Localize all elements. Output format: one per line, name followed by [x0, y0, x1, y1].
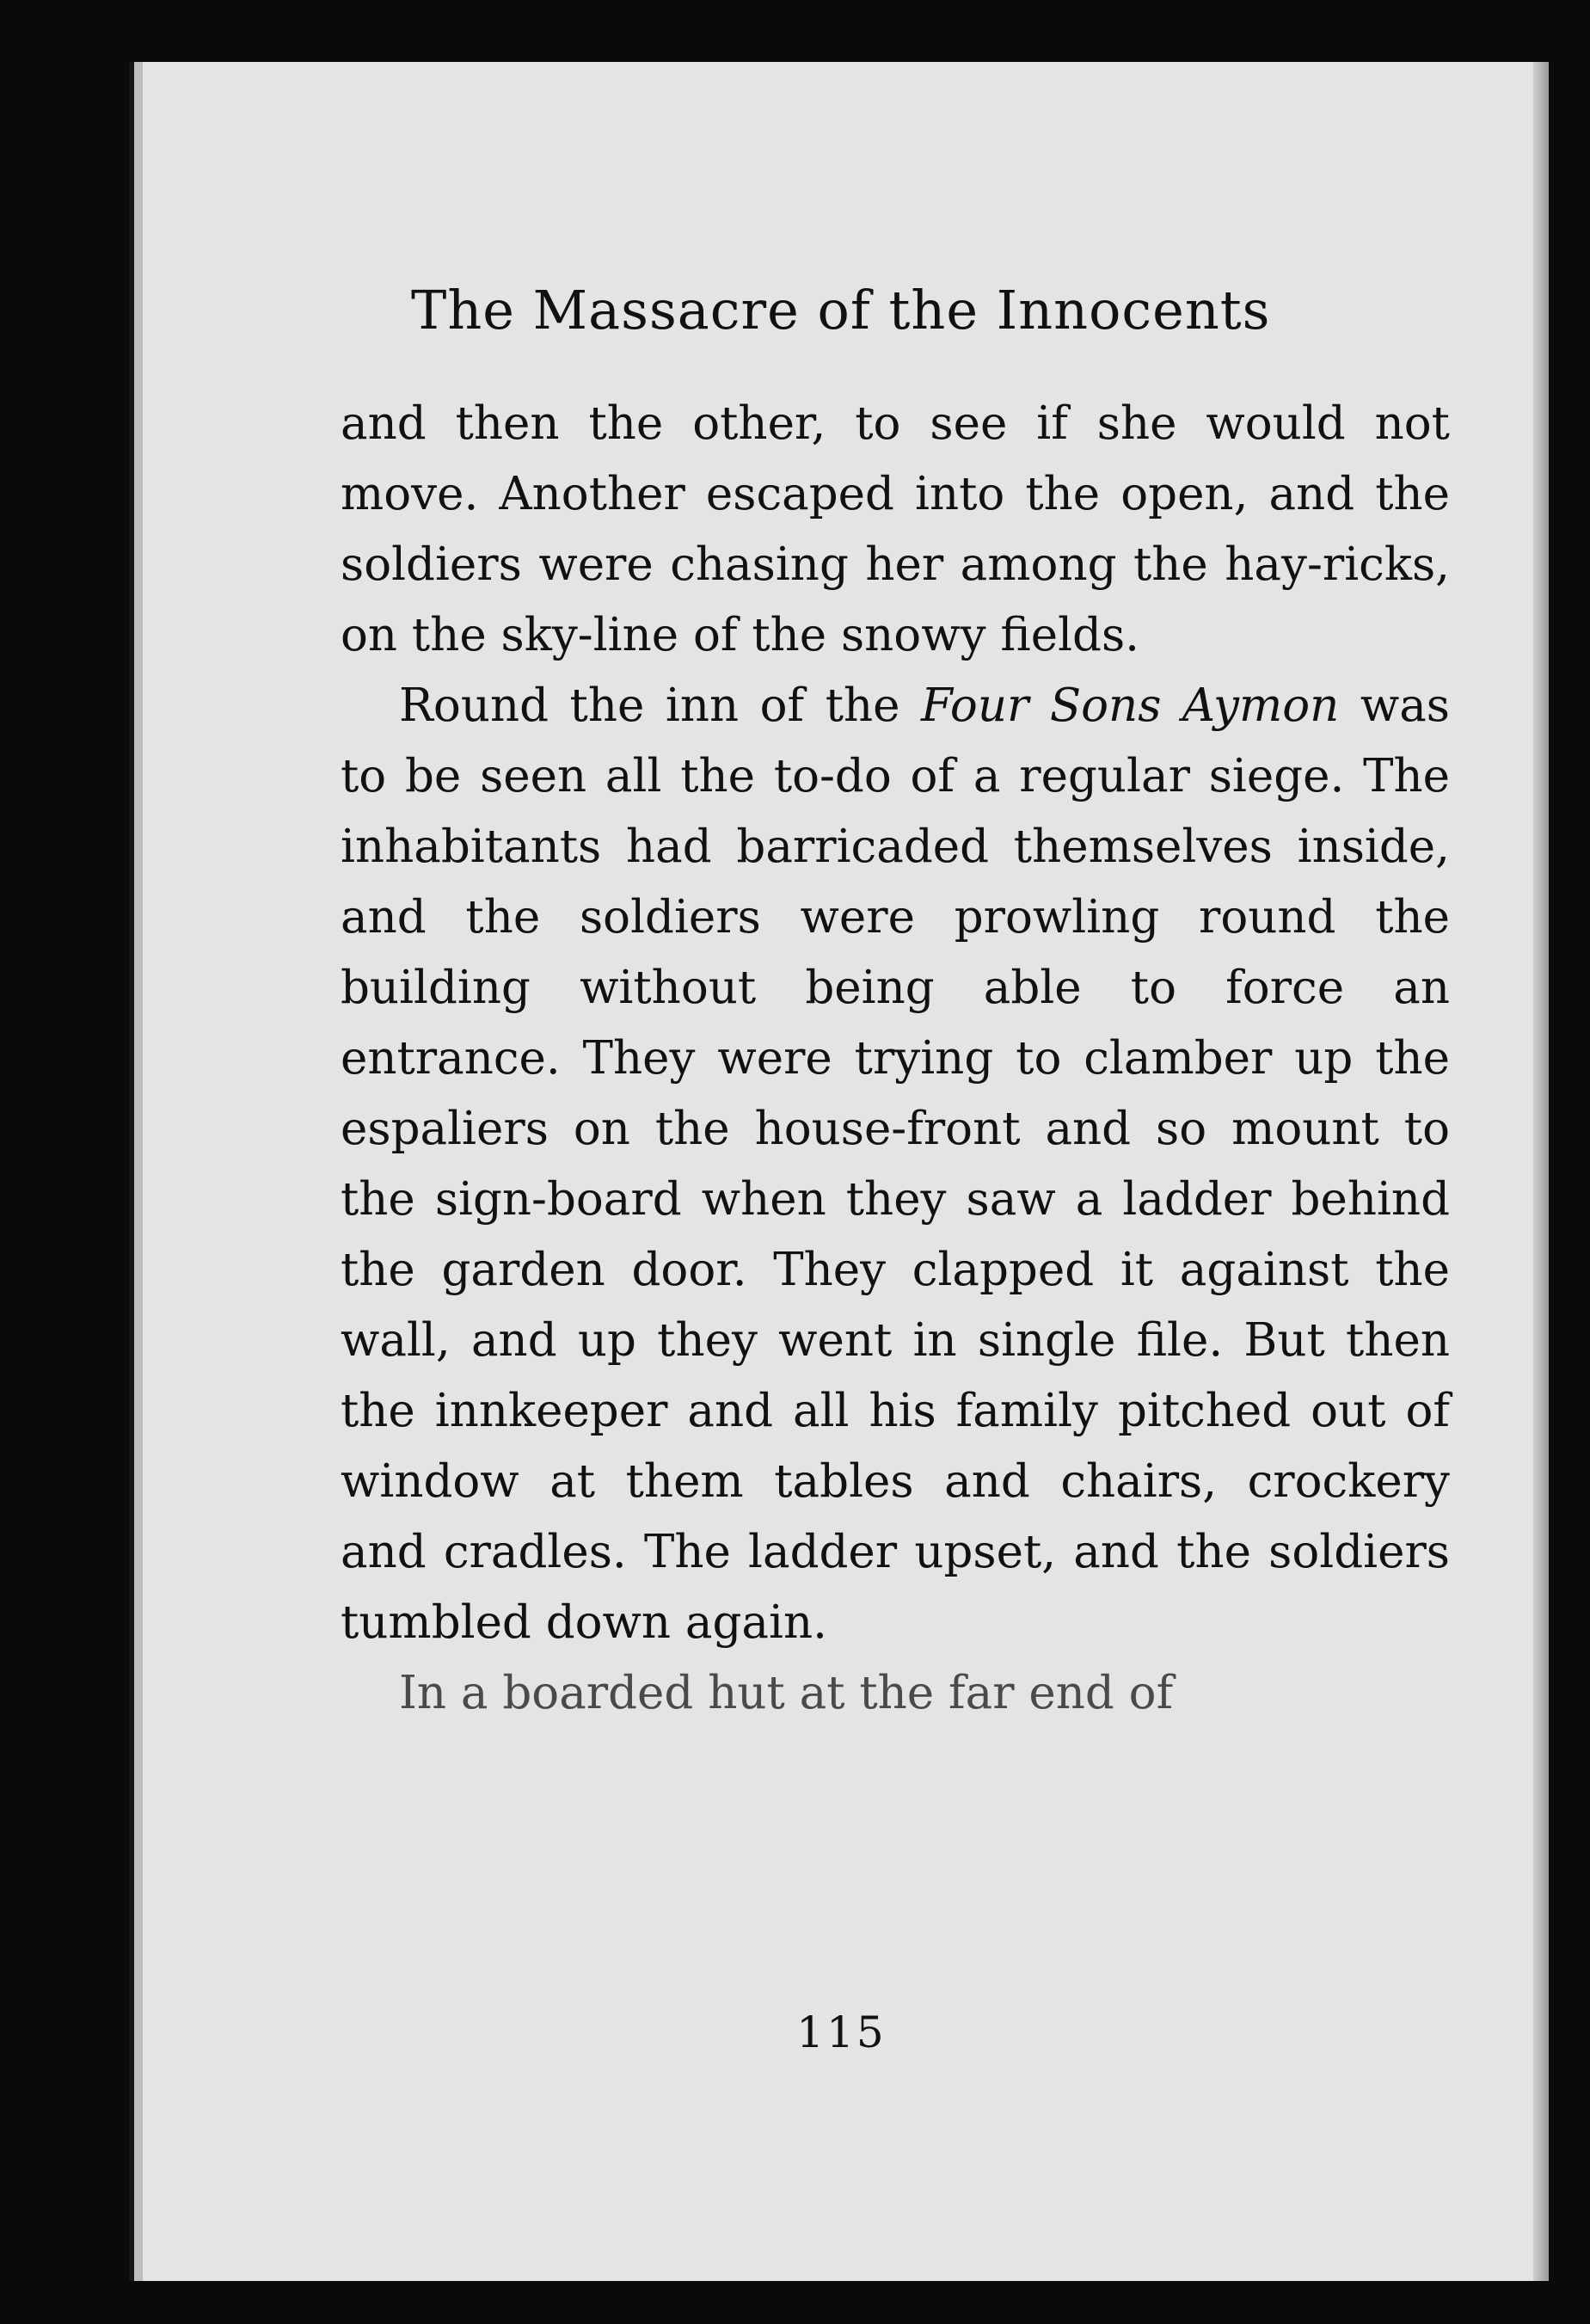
gutter-shadow: [134, 62, 143, 2281]
page-edge: [1533, 62, 1549, 2281]
paragraph-continued: and then the other, to see if she would not move. Another escaped into the open, and the soldiers were chasing her among the hay-ricks, on the sky-line of the snowy fields.: [341, 397, 1450, 661]
paragraph-text: was to be seen all the to-do of a regular siege. The inhabitants had barricaded themselves inside, and the soldiers were prowling round the building without being able to force an entrance. They were trying to clamber up the espaliers on the house-front and so mount to the sign-board when they saw a ladder behind the garden door. They clapped it against the wall, and up they went in single file. But then the innkeeper and all his family pitched out of window at them tables and chairs, crockery and cradles. The ladder upset, and the soldiers tumbled down again.: [341, 679, 1450, 1649]
paragraph-last-line: In a boarded hut at the far end of: [399, 1667, 1174, 1719]
paragraph-inn-siege: [341, 671, 1450, 1658]
page-number: 115: [796, 2007, 887, 2057]
body-text: [341, 389, 1450, 1729]
book-page: [129, 62, 1549, 2281]
inn-name-italic: Four Sons Aymon: [921, 679, 1340, 732]
running-head: The Massacre of the Innocents: [411, 279, 1271, 341]
paragraph-text: Round the inn of the: [399, 679, 922, 732]
